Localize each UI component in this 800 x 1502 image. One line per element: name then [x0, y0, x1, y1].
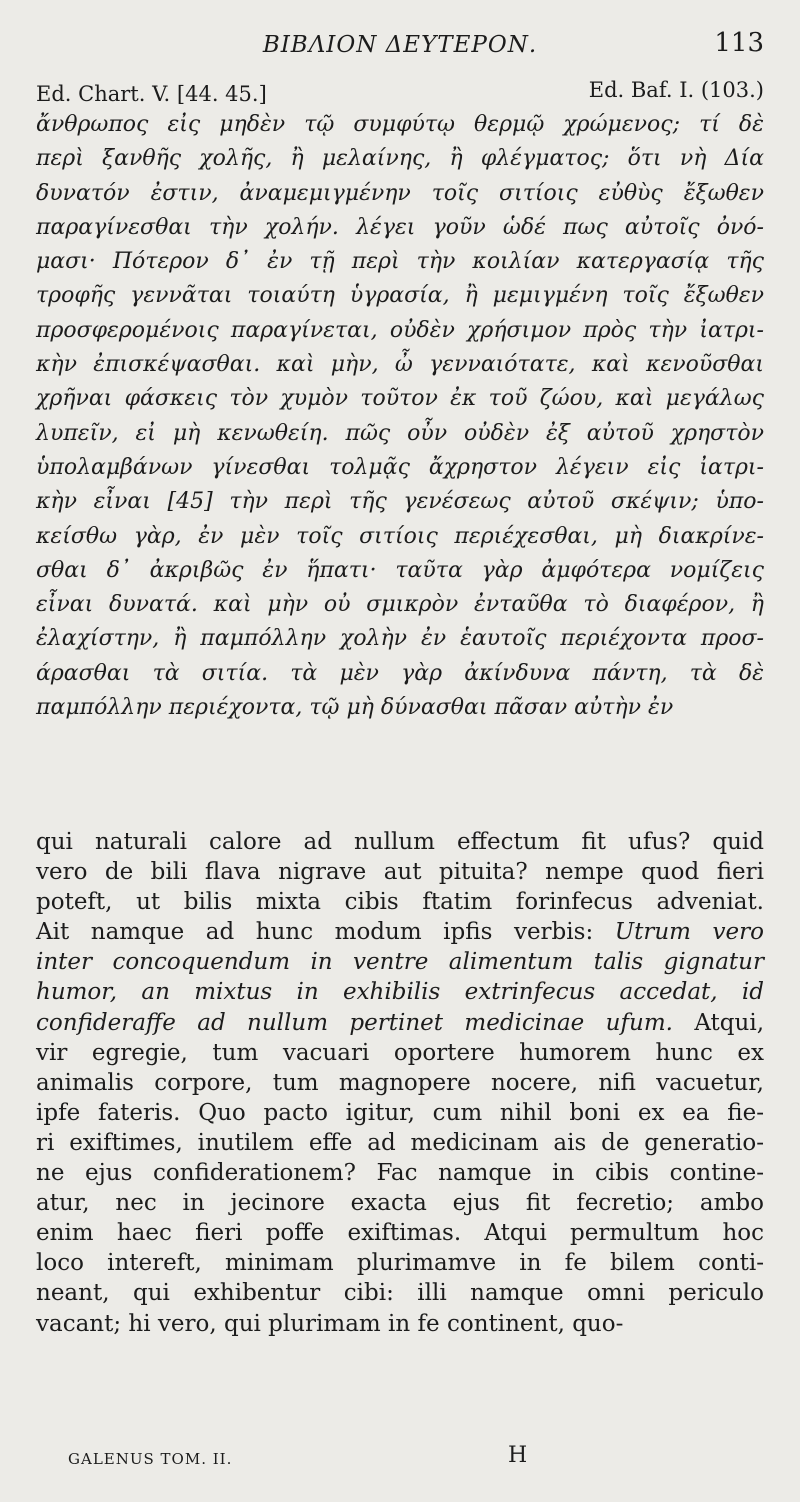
latin-segment: Atqui,: [672, 1009, 765, 1036]
latin-line: [36, 947, 764, 977]
latin-line: [36, 1038, 764, 1068]
latin-segment: Ait namque ad hunc modum ipfis verbis:: [36, 919, 615, 946]
greek-text-block: [36, 108, 764, 725]
greek-line: εἶναι δυνατά. καὶ μὴν οὐ σμικρὸν ἐνταῦθα τὸ διαφέρον, ἢ: [36, 592, 764, 618]
latin-segment: loco intereft, minimam plurimamve in fe bilem conti-: [36, 1250, 764, 1277]
latin-line: [36, 1218, 764, 1248]
latin-line: [36, 977, 764, 1007]
latin-line: [36, 1309, 764, 1339]
latin-segment: vacant; hi vero, qui plurimam in fe continent, quo-: [36, 1310, 624, 1337]
latin-quote-segment: Utrum vero: [614, 919, 764, 946]
latin-segment: vero de bili flava nigrave aut pituita? nempe quod fieri: [36, 859, 764, 886]
latin-segment: atur, nec in jecinore exacta ejus fit fecretio; ambo: [36, 1190, 764, 1217]
latin-line: [36, 1098, 764, 1128]
latin-segment: neant, qui exhibentur cibi: illi namque omni periculo: [36, 1280, 764, 1307]
latin-line: [36, 1188, 764, 1218]
latin-line: [36, 917, 764, 947]
edition-reference-chart: Ed. Chart. V. [44. 45.]: [36, 82, 267, 106]
latin-line: [36, 1278, 764, 1308]
latin-segment: animalis corpore, tum magnopere nocere, nifi vacuetur,: [36, 1069, 764, 1096]
latin-line: [36, 1008, 764, 1038]
edition-reference-basel: Ed. Baf. I. (103.): [588, 78, 764, 102]
latin-quote-segment: confideraffe ad nullum pertinet medicinae ufum.: [36, 1009, 673, 1036]
footer-signature: GALENUS TOM. II.: [68, 1450, 233, 1468]
greek-line: περὶ ξανθῆς χολῆς, ἢ μελαίνης, ἢ φλέγματος; ὅτι νὴ Δία: [36, 146, 764, 172]
greek-line: ἐλαχίστην, ἢ παμπόλλην χολὴν ἐν ἑαυτοῖς περιέχοντα προσ-: [36, 626, 764, 652]
latin-segment: vir egregie, tum vacuari oportere humorem hunc ex: [36, 1039, 764, 1066]
latin-quote-segment: inter concoquendum in ventre alimentum talis gignatur: [36, 949, 764, 976]
latin-line: [36, 1158, 764, 1188]
latin-segment: poteft, ut bilis mixta cibis ftatim forinfecus adveniat.: [36, 889, 764, 916]
latin-quote-segment: humor, an mixtus in exhibilis extrinfecus accedat, id: [36, 979, 764, 1006]
page-number: 113: [714, 28, 764, 58]
latin-segment: enim haec fieri poffe exiftimas. Atqui permultum hoc: [36, 1220, 764, 1247]
latin-segment: ipfe fateris. Quo pacto igitur, cum nihil boni ex ea fie-: [36, 1099, 764, 1126]
greek-line: σθαι δ᾽ ἀκριβῶς ἐν ἥπατι· ταῦτα γὰρ ἀμφότερα νομίζεις: [36, 557, 764, 583]
greek-line: ὑπολαμβάνων γίνεσθαι τολμᾷς ἄχρηστον λέγειν εἰς ἰατρι-: [36, 454, 764, 480]
greek-line: παμπόλλην περιέχοντα, τῷ μὴ δύνασθαι πᾶσαν αὐτὴν ἐν: [36, 695, 674, 721]
greek-line: κὴν εἶναι [45] τὴν περὶ τῆς γενέσεως αὐτοῦ σκέψιν; ὑπο-: [36, 489, 764, 515]
greek-line: μασι· Πότερον δ᾽ ἐν τῇ περὶ τὴν κοιλίαν κατεργασίᾳ τῆς: [36, 249, 764, 275]
latin-text-block: [36, 827, 764, 1339]
greek-line: κὴν ἐπισκέψασθαι. καὶ μὴν, ὦ γενναιότατε, καὶ κενοῦσθαι: [36, 352, 764, 378]
latin-line: [36, 857, 764, 887]
greek-line: κείσθω γὰρ, ἐν μὲν τοῖς σιτίοις περιέχεσθαι, μὴ διακρίνε-: [36, 523, 764, 549]
latin-segment: ne ejus confiderationem? Fac namque in cibis contine-: [36, 1160, 764, 1187]
latin-line: [36, 827, 764, 857]
footer-signature-mark: H: [508, 1443, 528, 1468]
greek-line: παραγίνεσθαι τὴν χολήν. λέγει γοῦν ὡδέ πως αὐτοῖς ὀνό-: [36, 214, 764, 240]
greek-line: δυνατόν ἐστιν, ἀναμεμιγμένην τοῖς σιτίοις εὐθὺς ἔξωθεν: [36, 180, 764, 206]
latin-segment: ri exiftimes, inutilem effe ad medicinam ais de generatio-: [36, 1129, 764, 1156]
latin-line: [36, 1068, 764, 1098]
latin-segment: qui naturali calore ad nullum effectum fit ufus? quid: [36, 829, 764, 855]
greek-line: ἄνθρωπος εἰς μηδὲν τῷ συμφύτῳ θερμῷ χρώμενος; τί δὲ: [36, 112, 764, 137]
greek-line: χρῆναι φάσκεις τὸν χυμὸν τοῦτον ἐκ τοῦ ζώου, καὶ μεγάλως: [36, 386, 764, 412]
running-title: ΒΙΒΛΙΟΝ ΔΕΥΤΕΡΟΝ.: [262, 32, 538, 58]
latin-line: [36, 887, 764, 917]
greek-line: λυπεῖν, εἰ μὴ κενωθείη. πῶς οὖν οὐδὲν ἐξ αὐτοῦ χρηστὸν: [36, 420, 764, 446]
greek-line: προσφερομένοις παραγίνεται, οὐδὲν χρήσιμον πρὸς τὴν ἰατρι-: [36, 317, 764, 343]
latin-line: [36, 1248, 764, 1278]
greek-line: τροφῆς γεννᾶται τοιαύτη ὑγρασία, ἢ μεμιγμένη τοῖς ἔξωθεν: [36, 283, 764, 309]
greek-line: άρασθαι τὰ σιτία. τὰ μὲν γὰρ ἀκίνδυνα πάντη, τὰ δὲ: [36, 660, 764, 686]
latin-line: [36, 1128, 764, 1158]
